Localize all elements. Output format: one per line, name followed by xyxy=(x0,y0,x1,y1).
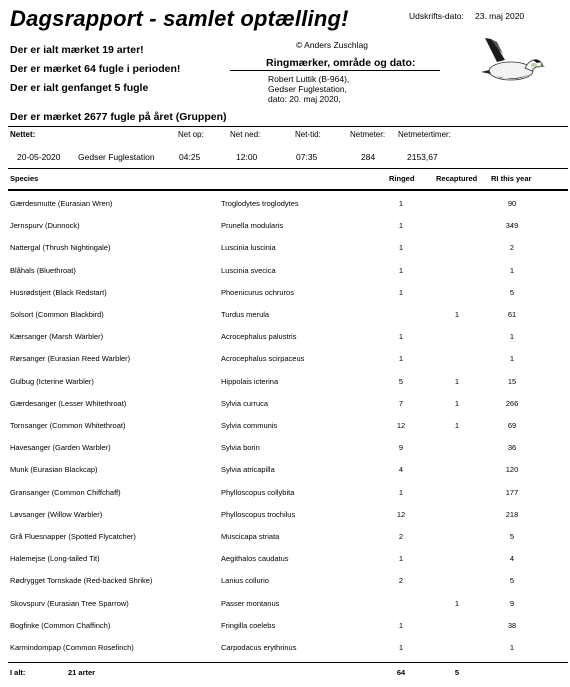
col-year: RI this year xyxy=(491,174,532,183)
col-ringed: Ringed xyxy=(389,174,415,183)
ringed-count: 1 xyxy=(398,554,404,564)
species-danish-name: Rørsanger (Eurasian Reed Warbler) xyxy=(10,354,131,364)
net-meter-header: Netmeter: xyxy=(350,130,386,139)
table-row xyxy=(0,261,570,283)
year-count: 90 xyxy=(507,199,517,208)
table-row xyxy=(0,349,570,371)
year-count: 1 xyxy=(509,354,515,364)
print-date: 23. maj 2020 xyxy=(475,11,525,21)
year-count: 36 xyxy=(507,443,517,453)
print-date-label: Udskrifts-dato: xyxy=(409,11,464,21)
species-latin-name: Sylvia borin xyxy=(221,443,260,453)
table-row xyxy=(0,483,570,505)
species-latin-name: Muscicapa striata xyxy=(221,532,280,541)
year-count: 5 xyxy=(509,576,515,586)
table-row xyxy=(0,638,570,660)
year-count: 349 xyxy=(505,221,519,231)
total-row xyxy=(0,663,570,685)
species-latin-name: Acrocephalus palustris xyxy=(221,332,297,342)
species-danish-name: Gransanger (Common Chiffchaff) xyxy=(10,487,121,497)
species-latin-name: Phoenicurus ochruros xyxy=(221,287,294,297)
recaptured-count: 1 xyxy=(454,421,460,430)
species-danish-name: Munk (Eurasian Blackcap) xyxy=(10,465,98,475)
species-latin-name: Luscinia svecica xyxy=(221,265,276,275)
net-meter-hours-header: Netmetertimer: xyxy=(398,130,451,139)
species-danish-name: Rødrygget Tornskade (Red-backed Shrike) xyxy=(10,576,153,586)
net-meter-value: 284 xyxy=(361,152,376,162)
table-row xyxy=(0,460,570,482)
species-danish-name: Gærdesanger (Lesser Whitethroat) xyxy=(10,398,127,408)
ringed-count: 1 xyxy=(398,199,404,208)
year-count: 4 xyxy=(509,554,515,564)
ringed-count: 1 xyxy=(398,620,404,630)
net-down-value: 12:00 xyxy=(236,152,258,162)
net-date: 20-05-2020 xyxy=(17,152,61,162)
ringed-count: 9 xyxy=(398,443,404,453)
year-count: 38 xyxy=(507,620,517,630)
year-count: 218 xyxy=(505,509,519,519)
year-count: 61 xyxy=(507,310,517,319)
total-label: I alt: xyxy=(10,668,26,677)
year-count: 1 xyxy=(509,332,515,342)
recaptured-count: 1 xyxy=(454,376,460,386)
table-row xyxy=(0,594,570,616)
species-latin-name: Hippolais icterina xyxy=(221,376,279,386)
table-row xyxy=(0,194,570,216)
ringed-count: 7 xyxy=(398,398,404,408)
species-latin-name: Luscinia luscinia xyxy=(221,243,276,253)
ringed-count: 5 xyxy=(398,376,404,386)
year-count: 266 xyxy=(505,398,519,408)
species-latin-name: Aegithalos caudatus xyxy=(221,554,289,564)
ringed-count: 1 xyxy=(398,287,404,297)
net-label: Nettet: xyxy=(10,130,36,139)
table-row xyxy=(0,549,570,571)
summary-species: Der er ialt mærket 19 arter! xyxy=(10,44,144,56)
species-danish-name: Skovspurv (Eurasian Tree Sparrow) xyxy=(10,598,129,608)
species-latin-name: Prunella modularis xyxy=(221,221,284,231)
year-count: 5 xyxy=(509,287,515,297)
ringed-count: 2 xyxy=(398,576,404,586)
divider xyxy=(8,126,568,127)
table-row xyxy=(0,394,570,416)
group-total: Der er mærket 2677 fugle på året (Gruppen) xyxy=(10,111,227,123)
divider xyxy=(8,168,568,169)
ringer-date: dato: 20. maj 2020, xyxy=(268,94,341,104)
total-recaptured: 5 xyxy=(454,668,460,677)
table-row xyxy=(0,372,570,394)
species-latin-name: Carpodacus erythrinus xyxy=(221,643,297,652)
year-count: 9 xyxy=(509,598,515,608)
species-danish-name: Halemejse (Long-tailed Tit) xyxy=(10,554,100,564)
table-row xyxy=(0,438,570,460)
net-time-value: 07:35 xyxy=(296,152,318,162)
net-time-header: Net-tid: xyxy=(295,130,321,139)
species-danish-name: Blåhals (Bluethroat) xyxy=(10,265,76,275)
ringer-area: Gedser Fuglestation, xyxy=(268,84,347,94)
ringed-count: 1 xyxy=(398,643,404,652)
species-danish-name: Gulbug (Icterine Warbler) xyxy=(10,376,94,386)
species-danish-name: Karmindompap (Common Rosefinch) xyxy=(10,643,134,652)
net-up-header: Net op: xyxy=(178,130,204,139)
net-down-header: Net ned: xyxy=(230,130,261,139)
species-latin-name: Sylvia communis xyxy=(221,421,278,430)
species-danish-name: Bogfinke (Common Chaffinch) xyxy=(10,620,111,630)
species-latin-name: Phylloscopus collybita xyxy=(221,487,295,497)
species-danish-name: Nattergal (Thrush Nightingale) xyxy=(10,243,111,253)
species-latin-name: Phylloscopus trochilus xyxy=(221,509,296,519)
table-row xyxy=(0,283,570,305)
year-count: 177 xyxy=(505,487,519,497)
year-count: 69 xyxy=(507,421,517,430)
table-row xyxy=(0,327,570,349)
net-meter-hours-value: 2153,67 xyxy=(407,152,438,162)
species-latin-name: Passer montanus xyxy=(221,598,280,608)
species-danish-name: Kærsanger (Marsh Warbler) xyxy=(10,332,104,342)
species-danish-name: Løvsanger (Willow Warbler) xyxy=(10,509,103,519)
table-row xyxy=(0,305,570,327)
species-latin-name: Troglodytes troglodytes xyxy=(221,199,299,208)
ringed-count: 1 xyxy=(398,487,404,497)
year-count: 1 xyxy=(509,643,515,652)
total-species-count: 21 arter xyxy=(68,668,96,677)
eider-duck-icon xyxy=(477,36,545,88)
net-up-value: 04:25 xyxy=(179,152,201,162)
table-row xyxy=(0,505,570,527)
ringed-count: 2 xyxy=(398,532,404,541)
species-danish-name: Gærdesmutte (Eurasian Wren) xyxy=(10,199,113,208)
ringed-count: 12 xyxy=(396,509,406,519)
year-count: 120 xyxy=(505,465,519,475)
species-danish-name: Grå Fluesnapper (Spotted Flycatcher) xyxy=(10,532,136,541)
col-species: Species xyxy=(10,174,39,183)
species-latin-name: Sylvia atricapilla xyxy=(221,465,275,475)
copyright: © Anders Zuschlag xyxy=(296,40,368,50)
ringer-underline xyxy=(230,70,440,71)
ringer-heading: Ringmærker, område og dato: xyxy=(266,57,416,69)
year-count: 2 xyxy=(509,243,515,253)
net-place: Gedser Fuglestation xyxy=(78,152,155,162)
recaptured-count: 1 xyxy=(454,598,460,608)
table-row xyxy=(0,527,570,549)
year-count: 5 xyxy=(509,532,515,541)
recaptured-count: 1 xyxy=(454,398,460,408)
ringed-count: 4 xyxy=(398,465,404,475)
year-count: 1 xyxy=(509,265,515,275)
species-danish-name: Husrødstjert (Black Redstart) xyxy=(10,287,107,297)
species-latin-name: Turdus merula xyxy=(221,310,270,319)
species-danish-name: Tornsanger (Common Whitethroat) xyxy=(10,421,126,430)
ringed-count: 1 xyxy=(398,354,404,364)
table-row xyxy=(0,616,570,638)
species-latin-name: Sylvia curruca xyxy=(221,398,269,408)
year-count: 15 xyxy=(507,376,517,386)
species-danish-name: Havesanger (Garden Warbler) xyxy=(10,443,111,453)
report-title: Dagsrapport - samlet optælling! xyxy=(10,6,349,31)
species-latin-name: Fringilla coelebs xyxy=(221,620,276,630)
species-latin-name: Acrocephalus scirpaceus xyxy=(221,354,305,364)
ringed-count: 1 xyxy=(398,243,404,253)
ringed-count: 1 xyxy=(398,221,404,231)
species-latin-name: Lanius collurio xyxy=(221,576,269,586)
summary-ringed: Der er mærket 64 fugle i perioden! xyxy=(10,63,181,75)
ringer-name: Robert Luttik (B-964), xyxy=(268,74,350,84)
table-row xyxy=(0,216,570,238)
summary-recaptured: Der er ialt genfanget 5 fugle xyxy=(10,82,149,94)
col-recaptured: Recaptured xyxy=(436,174,478,183)
ringed-count: 1 xyxy=(398,332,404,342)
ringed-count: 12 xyxy=(396,421,406,430)
table-row xyxy=(0,416,570,438)
header-divider xyxy=(8,189,568,191)
recaptured-count: 1 xyxy=(454,310,460,319)
species-danish-name: Jernspurv (Dunnock) xyxy=(10,221,80,231)
total-ringed: 64 xyxy=(396,668,406,677)
table-row xyxy=(0,571,570,593)
table-row xyxy=(0,238,570,260)
species-danish-name: Solsort (Common Blackbird) xyxy=(10,310,104,319)
ringed-count: 1 xyxy=(398,265,404,275)
